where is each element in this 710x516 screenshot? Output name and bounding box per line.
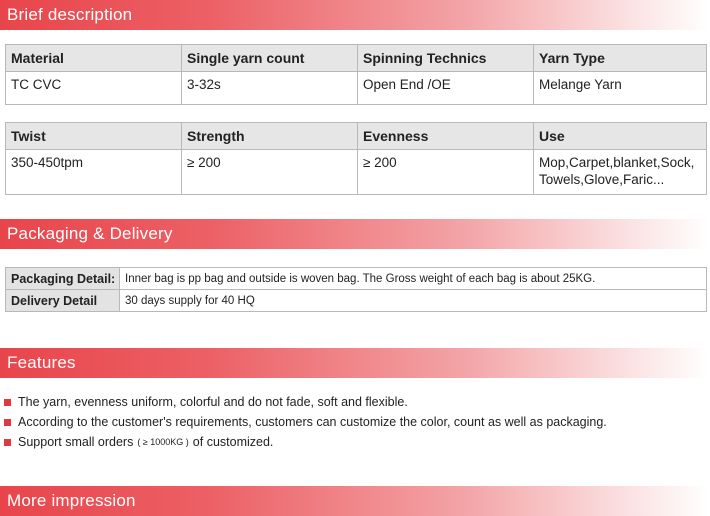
spec-table-1 xyxy=(5,44,707,105)
header-cell: Evenness xyxy=(358,123,534,150)
value-cell: Open End /OE xyxy=(358,72,534,105)
value-cell-use xyxy=(534,150,707,195)
feature-text: Support small orders xyxy=(18,435,134,449)
more-impression-banner xyxy=(0,486,710,516)
section-title: Features xyxy=(7,353,76,372)
value-cell: TC CVC xyxy=(6,72,182,105)
use-line: Towels,Glove,Faric... xyxy=(539,172,665,187)
feature-text-small: ( ≥ 1000KG ) xyxy=(137,437,189,447)
header-cell: Single yarn count xyxy=(182,45,358,72)
header-cell: Use xyxy=(534,123,707,150)
packaging-detail-label: Packaging Detail: xyxy=(6,268,120,290)
bullet-icon xyxy=(4,399,11,406)
table-header-row xyxy=(6,45,707,72)
header-cell: Strength xyxy=(182,123,358,150)
table-row xyxy=(6,150,707,195)
packaging-table xyxy=(5,267,707,312)
header-cell: Material xyxy=(6,45,182,72)
delivery-detail-label: Delivery Detail xyxy=(6,290,120,312)
use-line: Mop,Carpet,blanket,Sock, xyxy=(539,155,695,170)
brief-description-banner xyxy=(0,0,710,30)
feature-text: The yarn, evenness uniform, colorful and do not fade, soft and flexible. xyxy=(18,395,408,409)
list-item xyxy=(4,392,704,412)
table-row xyxy=(6,290,707,312)
table-row xyxy=(6,268,707,290)
list-item xyxy=(4,412,704,432)
spec-table-2 xyxy=(5,122,707,195)
bullet-icon xyxy=(4,439,11,446)
value-cell: ≥ 200 xyxy=(358,150,534,195)
features-list xyxy=(4,392,704,452)
header-cell: Twist xyxy=(6,123,182,150)
delivery-detail-value: 30 days supply for 40 HQ xyxy=(120,290,707,312)
section-title: More impression xyxy=(7,491,136,510)
value-cell: 3-32s xyxy=(182,72,358,105)
feature-text: of customized. xyxy=(192,435,274,449)
packaging-detail-value: Inner bag is pp bag and outside is woven bag. The Gross weight of each bag is about 25KG. xyxy=(120,268,707,290)
section-title: Brief description xyxy=(7,5,133,24)
list-item xyxy=(4,432,704,452)
table-row xyxy=(6,72,707,105)
value-cell: ≥ 200 xyxy=(182,150,358,195)
feature-text: According to the customer's requirements, customers can customize the color, count as well as packaging. xyxy=(18,415,607,429)
table-header-row xyxy=(6,123,707,150)
features-banner xyxy=(0,348,710,378)
header-cell: Spinning Technics xyxy=(358,45,534,72)
value-cell: Melange Yarn xyxy=(534,72,707,105)
section-title: Packaging & Delivery xyxy=(7,224,173,243)
header-cell: Yarn Type xyxy=(534,45,707,72)
packaging-delivery-banner xyxy=(0,219,710,249)
value-cell: 350-450tpm xyxy=(6,150,182,195)
bullet-icon xyxy=(4,419,11,426)
